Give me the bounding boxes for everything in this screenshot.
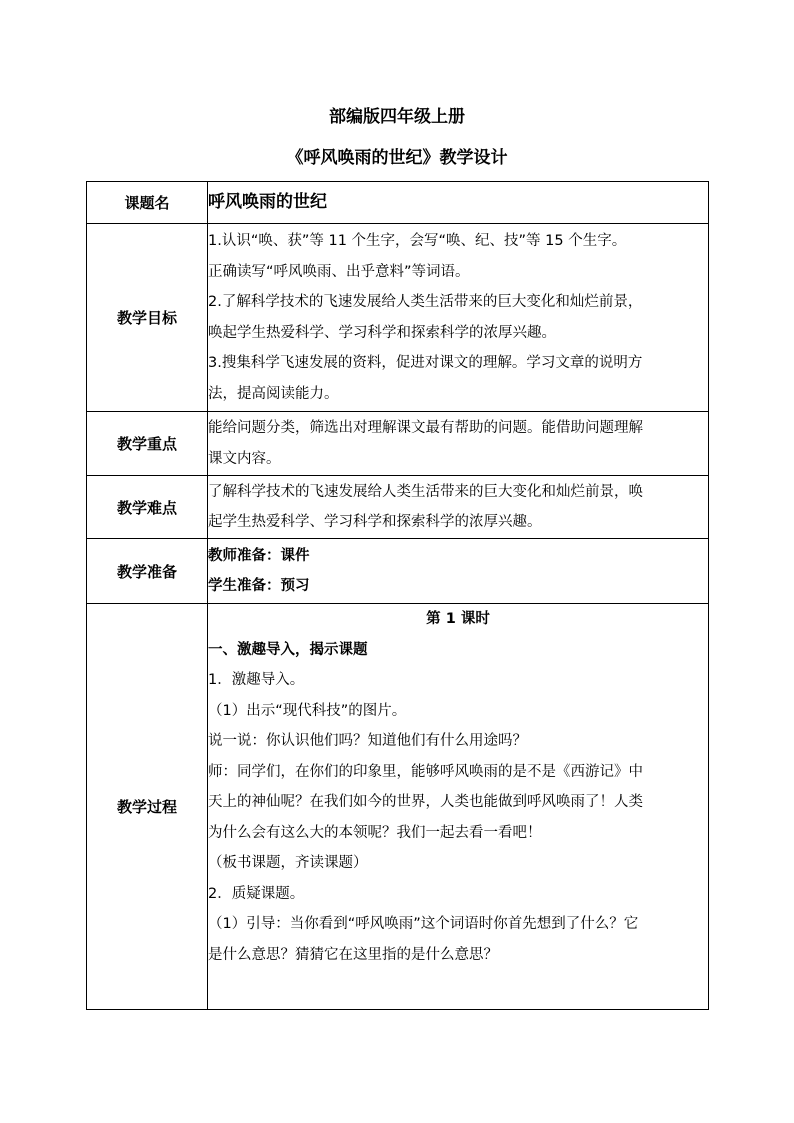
table-row-subject xyxy=(87,182,709,224)
process-line: 说一说：你认识他们吗？知道他们有什么用途吗？ xyxy=(208,733,527,749)
lesson-heading: 第 1 课时 xyxy=(426,611,490,627)
student-preparation: 学生准备：预习 xyxy=(208,578,310,594)
subject-value-cell xyxy=(208,182,709,224)
process-line: 1．激趣导入。 xyxy=(208,672,305,688)
subject-value: 呼风唤雨的世纪 xyxy=(208,191,327,212)
document-subtitle: 《呼风唤雨的世纪》教学设计 xyxy=(286,148,508,168)
process-content xyxy=(208,604,709,1010)
process-line: 是什么意思？猜猜它在这里指的是什么意思？ xyxy=(208,946,498,963)
focus-line: 能给问题分类，筛选出对理解课文最有帮助的问题。能借助问题理解 xyxy=(208,420,643,436)
table-row-difficulty xyxy=(87,476,709,539)
goals-line: 3.搜集科学飞速发展的资料，促进对课文的理解。学习文章的说明方 xyxy=(208,355,643,371)
process-line: （1）引导：当你看到“呼风唤雨”这个词语时你首先想到了什么？它 xyxy=(208,916,639,932)
process-line: （1）出示“现代科技”的图片。 xyxy=(208,702,407,719)
goals-line: 唤起学生热爱科学、学习科学和探索科学的浓厚兴趣。 xyxy=(208,324,556,341)
focus-label: 教学重点 xyxy=(87,412,208,476)
goals-content xyxy=(208,224,709,412)
table-row-goals xyxy=(87,224,709,412)
goals-line: 2.了解科学技术的飞速发展给人类生活带来的巨大变化和灿烂前景， xyxy=(208,294,643,310)
process-label: 教学过程 xyxy=(87,604,208,1010)
process-line: 师：同学们，在你们的印象里，能够呼风唤雨的是不是《西游记》中 xyxy=(208,763,643,780)
subject-label: 课题名 xyxy=(87,182,208,224)
focus-content xyxy=(208,412,709,476)
difficulty-line: 起学生热爱科学、学习科学和探索科学的浓厚兴趣。 xyxy=(208,514,542,530)
preparation-label: 教学准备 xyxy=(87,539,208,604)
lesson-plan-table xyxy=(86,181,709,1010)
process-line: 2．质疑课题。 xyxy=(208,885,305,902)
table-row-preparation xyxy=(87,539,709,604)
difficulty-line: 了解科学技术的飞速发展给人类生活带来的巨大变化和灿烂前景，唤 xyxy=(208,483,643,500)
focus-line: 课文内容。 xyxy=(208,450,281,467)
difficulty-content xyxy=(208,476,709,539)
goals-label: 教学目标 xyxy=(87,224,208,412)
section-heading: 一、激趣导入，揭示课题 xyxy=(208,641,368,658)
preparation-content xyxy=(208,539,709,604)
goals-line: 1.认识“唤、获”等 11 个生字，会写“唤、纪、技”等 15 个生字。 xyxy=(208,233,627,249)
document-title: 部编版四年级上册 xyxy=(329,107,465,127)
difficulty-label: 教学难点 xyxy=(87,476,208,539)
process-line: 天上的神仙呢？在我们如今的世界，人类也能做到呼风唤雨了！人类 xyxy=(208,794,643,810)
table-row-process xyxy=(87,604,709,1010)
teacher-preparation: 教师准备：课件 xyxy=(208,547,310,564)
goals-line: 正确读写“呼风唤雨、出乎意料”等词语。 xyxy=(208,263,470,280)
process-line: 为什么会有这么大的本领呢？我们一起去看一看吧！ xyxy=(208,824,542,841)
goals-line: 法，提高阅读能力。 xyxy=(208,385,339,402)
table-row-focus xyxy=(87,412,709,476)
process-line: （板书课题，齐读课题） xyxy=(208,855,368,871)
